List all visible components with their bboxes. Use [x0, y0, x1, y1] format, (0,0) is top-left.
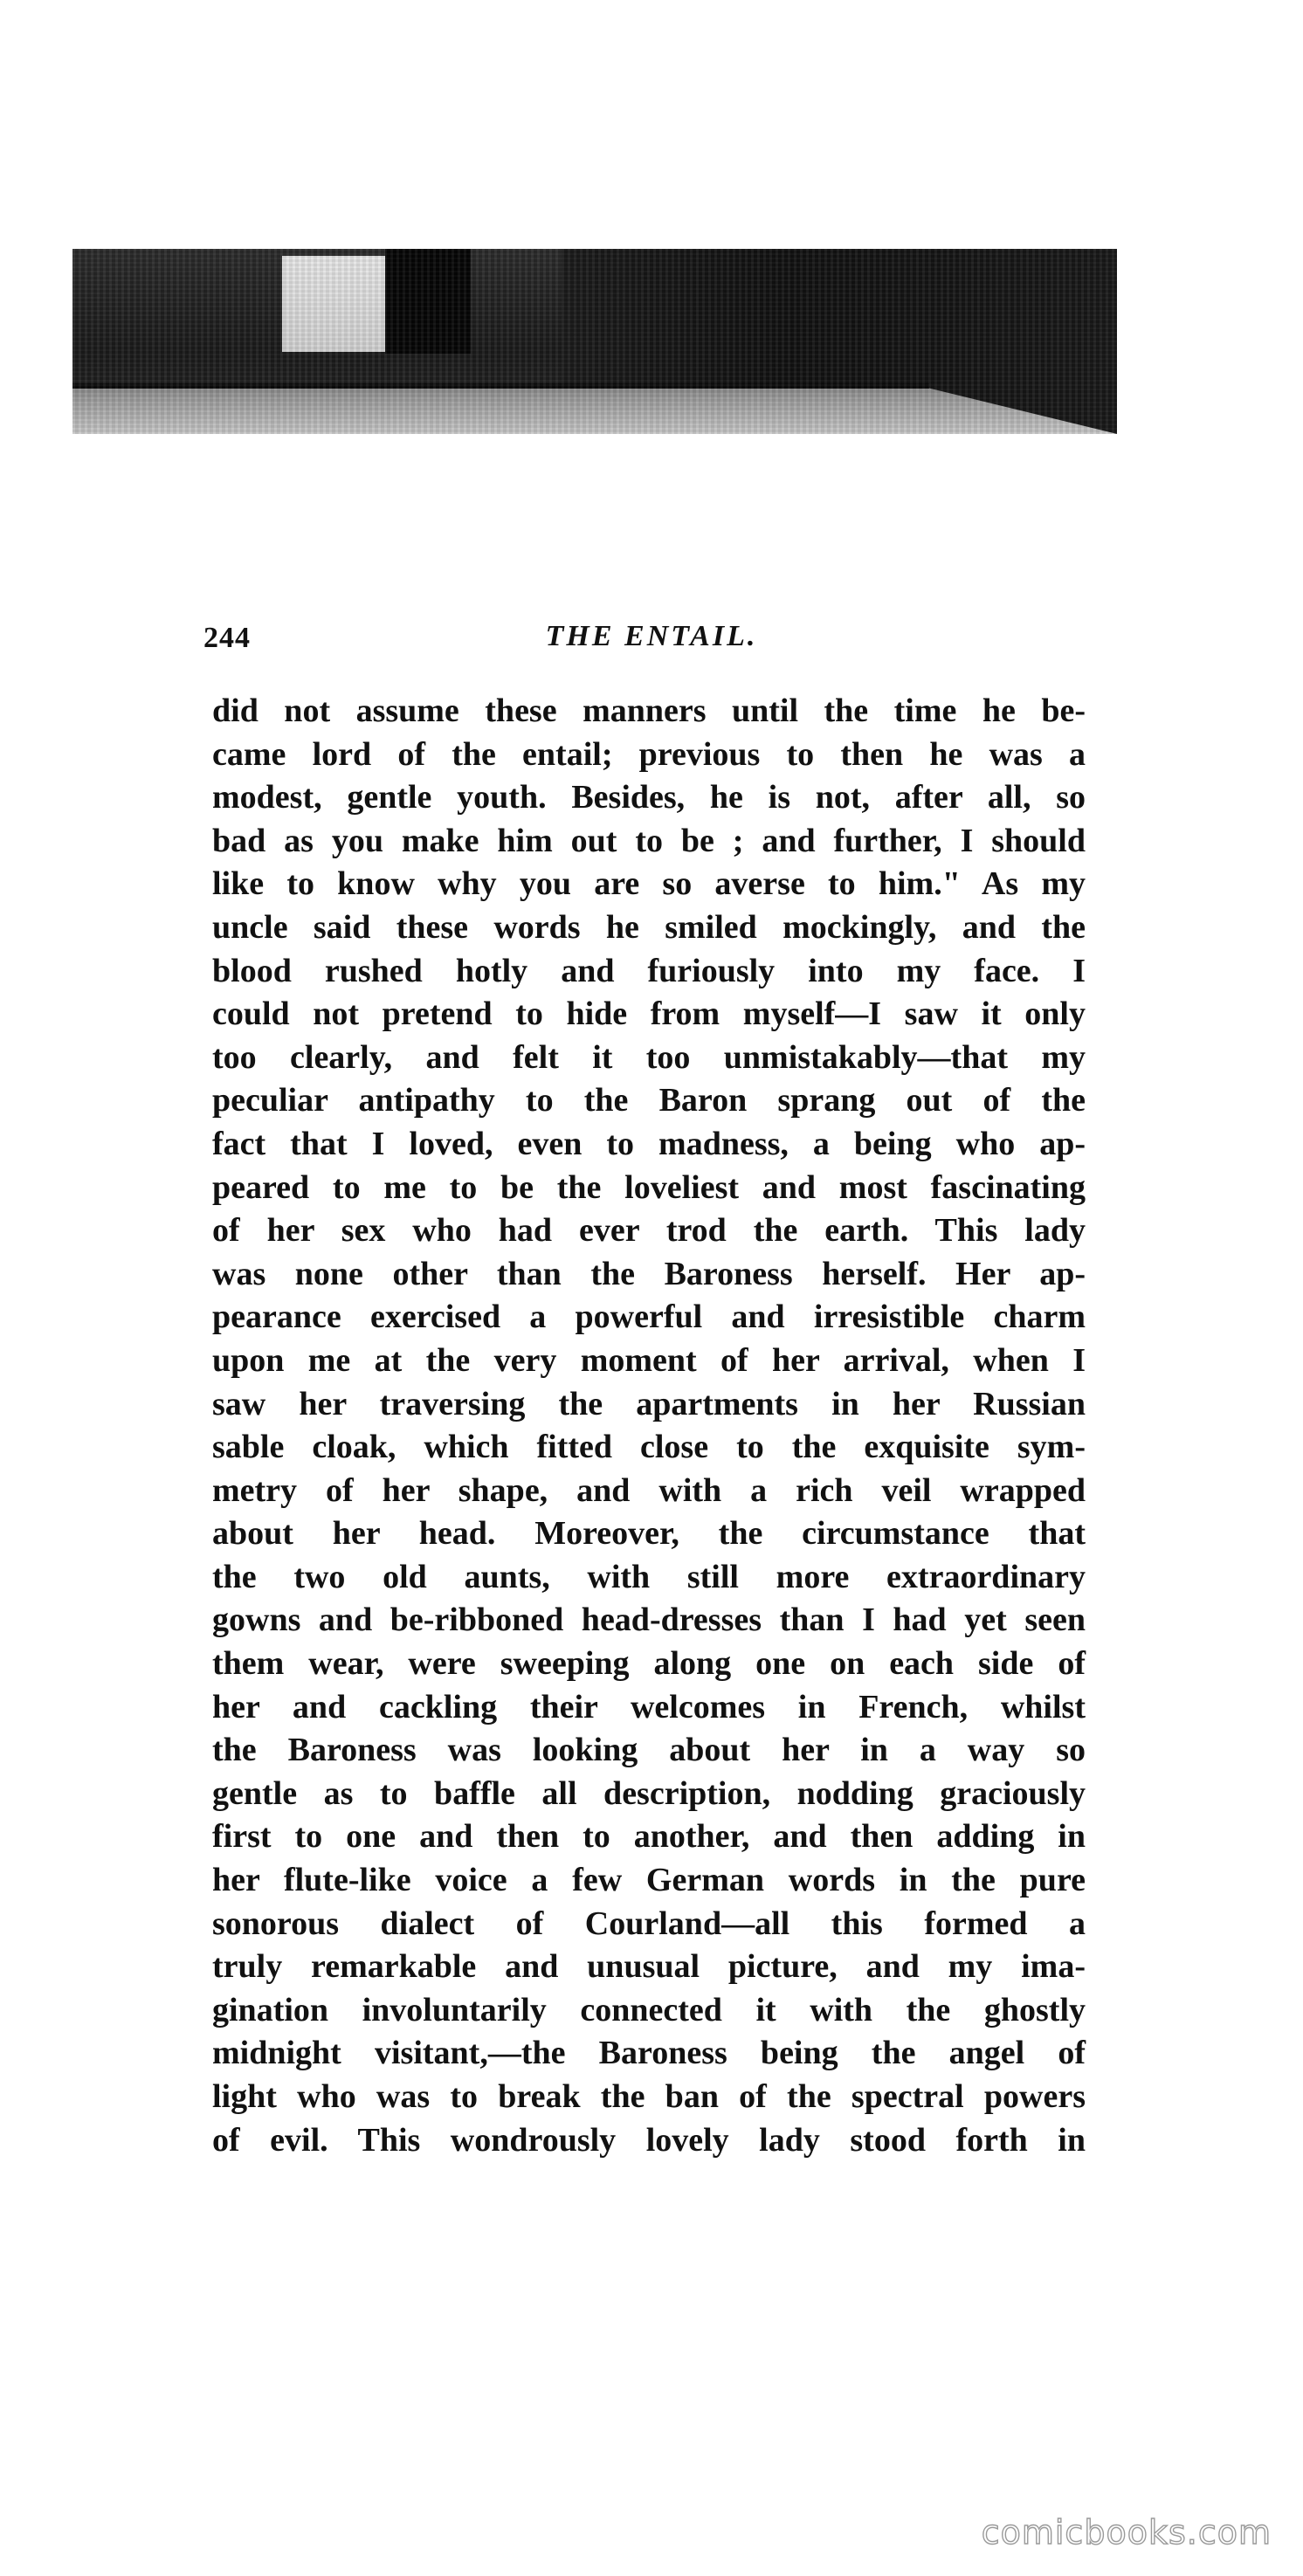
body-line: her flute-like voice a few German words in the pure: [212, 1862, 1086, 1899]
body-line: upon me at the very moment of her arrival, when I: [212, 1341, 1086, 1379]
watermark-text: comicbooks.com: [981, 2513, 1272, 2552]
body-text: [212, 690, 1086, 2162]
body-line: her and cackling their welcomes in French, whilst: [212, 1688, 1086, 1725]
body-line: gentle as to baffle all description, nodding graciously: [212, 1774, 1086, 1812]
body-line: was none other than the Baroness herself. Her ap-: [212, 1255, 1086, 1292]
body-line: peared to me to be the loveliest and most fascinating: [212, 1168, 1086, 1206]
running-title: THE ENTAIL.: [545, 620, 758, 652]
body-line: metry of her shape, and with a rich veil wrapped: [212, 1471, 1086, 1509]
body-line: peculiar antipathy to the Baron sprang out of the: [212, 1082, 1086, 1119]
body-line: fact that I loved, even to madness, a being who ap-: [212, 1125, 1086, 1162]
body-line: sonorous dialect of Courland—all this formed a: [212, 1904, 1086, 1942]
body-line: them wear, were sweeping along one on each side of: [212, 1645, 1086, 1683]
body-line: blood rushed hotly and furiously into my face. I: [212, 952, 1086, 989]
body-line: gination involuntarily connected it with the ghostly: [212, 1991, 1086, 2028]
body-line: pearance exercised a powerful and irresistible charm: [212, 1298, 1086, 1336]
body-line: truly remarkable and unusual picture, and my ima-: [212, 1948, 1086, 1986]
body-line: gowns and be-ribboned head-dresses than I had yet seen: [212, 1601, 1086, 1639]
body-line: light who was to break the ban of the spectral powers: [212, 2078, 1086, 2115]
body-line: about her head. Moreover, the circumstance that: [212, 1515, 1086, 1553]
body-line: sable cloak, which fitted close to the exquisite sym-: [212, 1429, 1086, 1466]
body-line: saw her traversing the apartments in her Russian: [212, 1385, 1086, 1422]
body-line: the two old aunts, with still more extraordinary: [212, 1558, 1086, 1595]
body-line: could not pretend to hide from myself—I saw it only: [212, 995, 1086, 1033]
body-line: too clearly, and felt it too unmistakably—that my: [212, 1038, 1086, 1076]
body-line: of evil. This wondrously lovely lady stood forth in: [212, 2121, 1086, 2159]
body-line: bad as you make him out to be ; and further, I should: [212, 822, 1086, 859]
body-line: first to one and then to another, and then adding in: [212, 1818, 1086, 1856]
body-line: like to know why you are so averse to him." As my: [212, 865, 1086, 903]
body-line: uncle said these words he smiled mockingly, and the: [212, 908, 1086, 946]
scanned-header-image: [72, 249, 1117, 434]
body-line: of her sex who had ever trod the earth. This lady: [212, 1212, 1086, 1250]
body-line: the Baroness was looking about her in a way so: [212, 1732, 1086, 1769]
body-line: modest, gentle youth. Besides, he is not, after all, so: [212, 779, 1086, 816]
scan-texture: [72, 249, 1117, 434]
body-line: midnight visitant,—the Baroness being the angel of: [212, 2035, 1086, 2072]
page-number: 244: [203, 622, 251, 654]
body-line: came lord of the entail; previous to then he was a: [212, 735, 1086, 773]
body-line: did not assume these manners until the time he be-: [212, 692, 1086, 729]
